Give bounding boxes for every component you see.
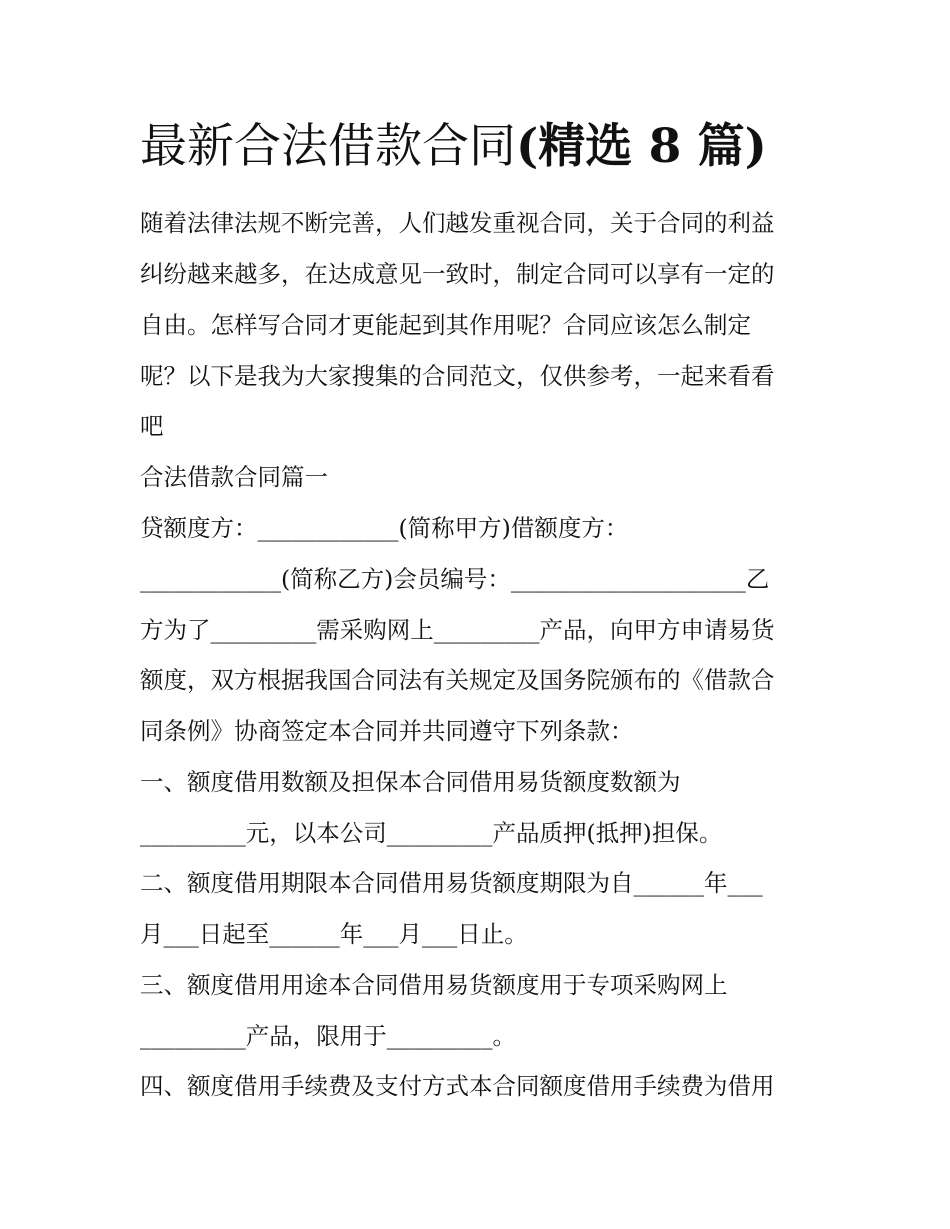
intro-line-2: 纠纷越来越多，在达成意见一致时，制定合同可以享有一定的 xyxy=(140,260,775,288)
contract-line-1: 贷额度方：____________(简称甲方)借额度方： xyxy=(140,514,629,542)
clause-1-line-2: _________元，以本公司_________产品质押(抵押)担保。 xyxy=(140,819,723,847)
clause-3-line-2: _________产品，限用于_________。 xyxy=(140,1022,516,1050)
contract-line-2: ____________(简称乙方)会员编号：____________________乙 xyxy=(140,565,770,593)
contract-line-5: 同条例》协商签定本合同并共同遵守下列条款： xyxy=(140,717,634,745)
section-heading: 合法借款合同篇一 xyxy=(140,463,328,491)
contract-line-3: 方为了_________需采购网上_________产品，向甲方申请易货 xyxy=(140,616,775,644)
intro-line-3: 自由。怎样写合同才更能起到其作用呢？合同应该怎么制定 xyxy=(140,311,751,339)
title-suffix-text: (精选 8 篇) xyxy=(516,119,767,174)
clause-2-line-1: 二、额度借用期限本合同借用易货额度期限为自______年___ xyxy=(140,869,763,897)
contract-line-4: 额度，双方根据我国合同法有关规定及国务院颁布的《借款合 xyxy=(140,666,775,694)
document-title xyxy=(140,116,840,178)
title-main-text: 最新合法借款合同 xyxy=(140,119,516,174)
intro-line-5: 吧 xyxy=(140,412,164,440)
intro-line-1: 随着法律法规不断完善，人们越发重视合同，关于合同的利益 xyxy=(140,209,775,237)
clause-2-line-2: 月___日起至______年___月___日止。 xyxy=(140,920,528,948)
intro-line-4: 呢？以下是我为大家搜集的合同范文，仅供参考，一起来看看 xyxy=(140,362,775,390)
clause-3-line-1: 三、额度借用用途本合同借用易货额度用于专项采购网上 xyxy=(140,971,728,999)
clause-4-line-1: 四、额度借用手续费及支付方式本合同额度借用手续费为借用 xyxy=(140,1072,775,1100)
clause-1-line-1: 一、额度借用数额及担保本合同借用易货额度数额为 xyxy=(140,768,681,796)
